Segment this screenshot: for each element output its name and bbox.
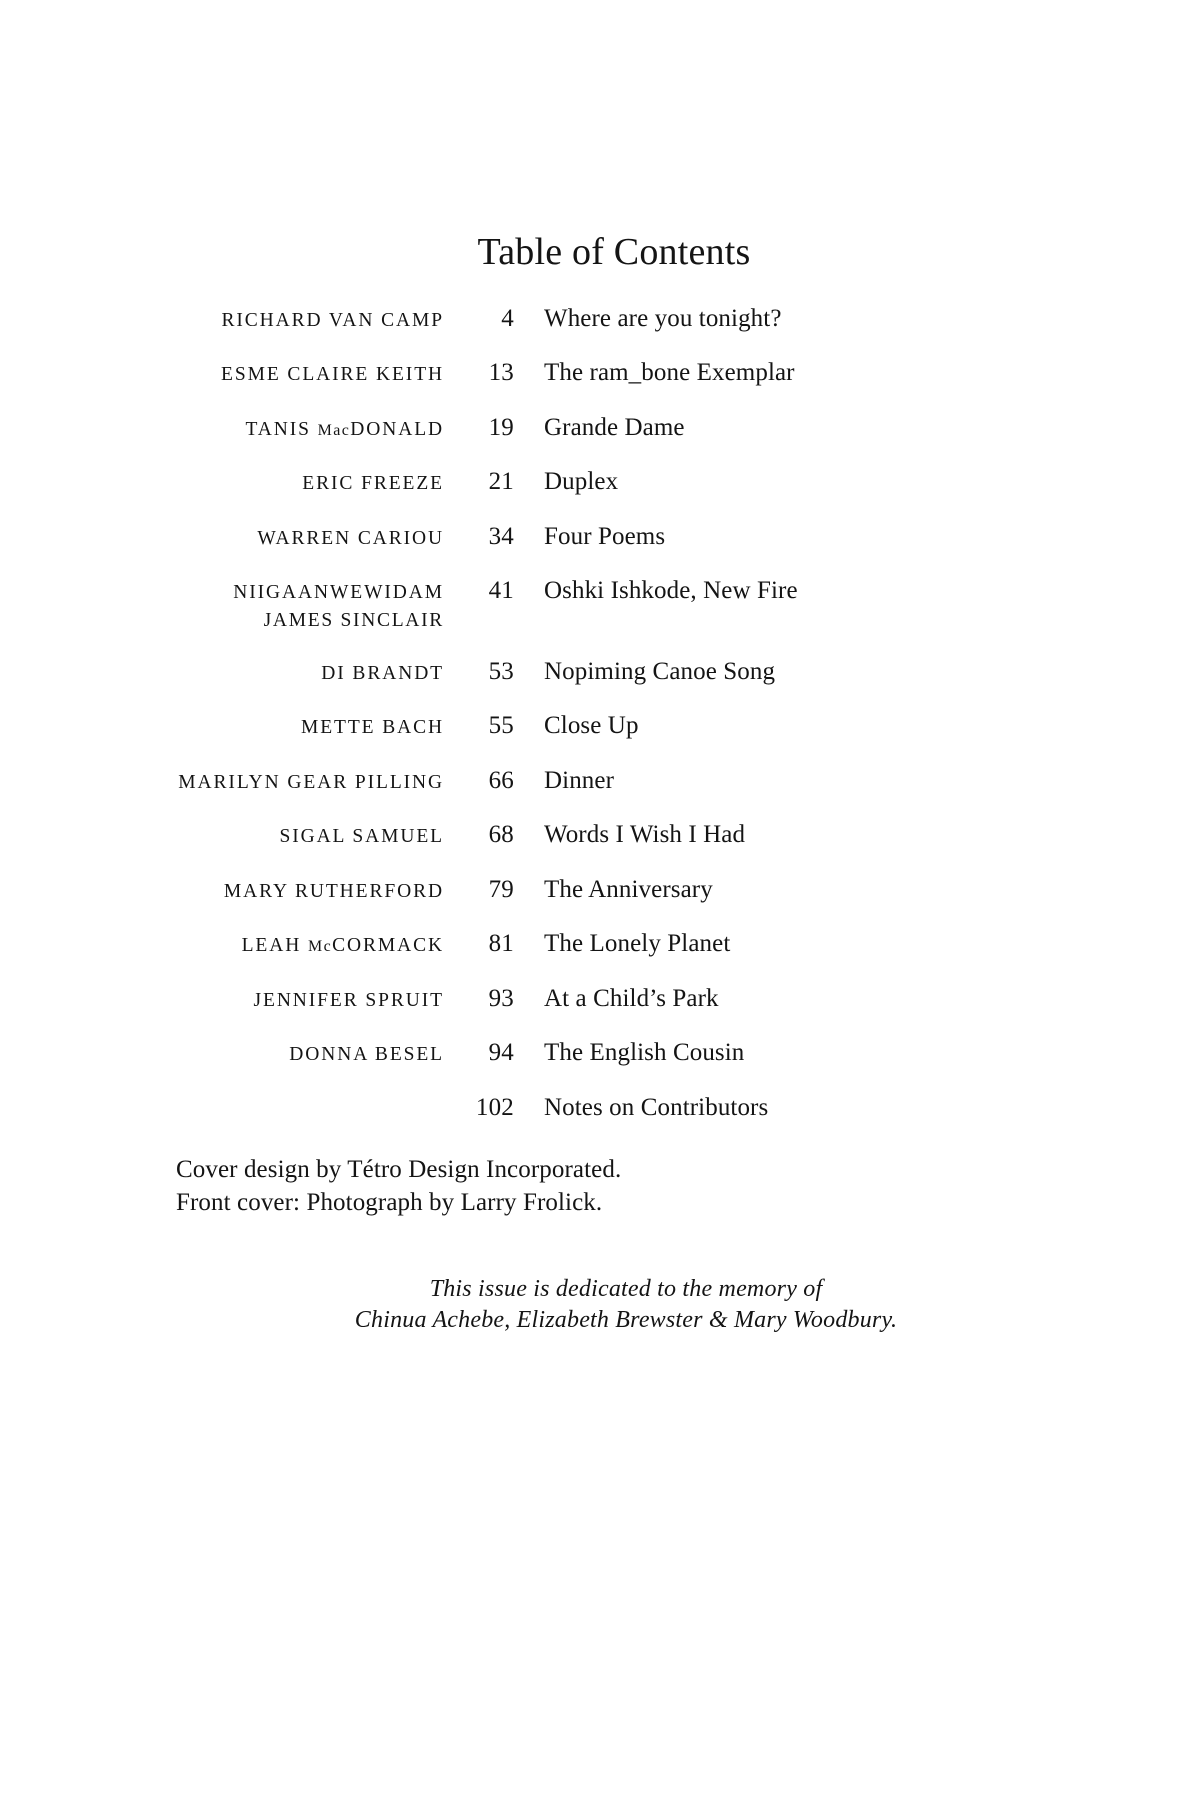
toc-entry-row[interactable]	[176, 796, 1076, 851]
toc-entry-row[interactable]	[176, 742, 1076, 797]
entry-page-number[interactable]: 93	[488, 984, 514, 1012]
toc-entry-table	[176, 304, 1076, 1123]
entry-author: MARY RUTHERFORD	[223, 880, 444, 902]
entry-page-number[interactable]: 55	[488, 712, 514, 740]
entry-title[interactable]: Where are you tonight?	[544, 304, 782, 332]
entry-author: JENNIFER SPRUIT	[253, 989, 444, 1011]
toc-entry-row[interactable]	[176, 851, 1076, 906]
entry-page-number[interactable]: 34	[488, 522, 514, 550]
entry-title[interactable]: Nopiming Canoe Song	[544, 657, 776, 685]
dedication-line-2: Chinua Achebe, Elizabeth Brewster & Mary Woodbury.	[354, 1306, 898, 1333]
entry-title[interactable]: Duplex	[544, 468, 619, 496]
entry-page-number[interactable]: 102	[475, 1093, 514, 1121]
entry-title-spacer	[514, 607, 1076, 633]
entry-page-number[interactable]: 41	[488, 577, 514, 605]
entry-author: LEAH McCORMACK	[241, 935, 444, 957]
entry-author: DI BRANDT	[321, 662, 444, 684]
entry-page-number[interactable]: 94	[488, 1039, 514, 1067]
entry-page-number[interactable]: 66	[488, 766, 514, 794]
entry-page-number[interactable]: 21	[488, 468, 514, 496]
toc-entry-list	[176, 304, 1076, 1123]
entry-page-number[interactable]: 68	[488, 821, 514, 849]
toc-entry-row[interactable]	[176, 687, 1076, 742]
cover-credits	[176, 1153, 1200, 1219]
entry-author: ESME CLAIRE KEITH	[221, 364, 444, 386]
entry-author-line-2: JAMES SINCLAIR	[263, 609, 444, 631]
toc-entry-author-continuation-row	[176, 607, 1076, 633]
toc-entry-row[interactable]	[176, 498, 1076, 553]
entry-author: SIGAL SAMUEL	[279, 826, 444, 848]
entry-title[interactable]: The Anniversary	[544, 875, 713, 903]
entry-page-number[interactable]: 4	[501, 304, 514, 332]
toc-entry-row[interactable]	[176, 334, 1076, 389]
entry-title[interactable]: Close Up	[544, 712, 639, 740]
toc-entry-row[interactable]	[176, 552, 1076, 607]
entry-page-number-spacer	[444, 607, 514, 633]
entry-author: METTE BACH	[300, 717, 444, 739]
toc-entry-row[interactable]	[176, 304, 1076, 335]
entry-author: WARREN CARIOU	[257, 527, 444, 549]
dedication	[176, 1274, 1076, 1335]
page-title: Table of Contents	[477, 231, 751, 273]
dedication-line-1: This issue is dedicated to the memory of	[429, 1276, 823, 1303]
entry-title[interactable]: The ram_bone Exemplar	[544, 359, 795, 387]
entry-page-number[interactable]: 81	[488, 930, 514, 958]
entry-author: NIIGAANWEWIDAM	[233, 582, 444, 604]
entry-title[interactable]: Four Poems	[544, 522, 666, 550]
entry-author: DONNA BESEL	[289, 1044, 444, 1066]
entry-title[interactable]: Grande Dame	[544, 413, 685, 441]
toc-entry-row[interactable]	[176, 633, 1076, 688]
entry-title[interactable]: The English Cousin	[544, 1039, 745, 1067]
entry-author	[176, 1069, 444, 1124]
entry-author: RICHARD VAN CAMP	[221, 309, 444, 331]
entry-title[interactable]: Dinner	[544, 766, 615, 794]
front-cover-photo-credit: Front cover: Photograph by Larry Frolick.	[176, 1189, 603, 1217]
entry-title[interactable]: The Lonely Planet	[544, 930, 731, 958]
entry-title[interactable]: Words I Wish I Had	[544, 821, 746, 849]
entry-title[interactable]: Notes on Contributors	[544, 1093, 769, 1121]
entry-page-number[interactable]: 19	[488, 413, 514, 441]
entry-author: MARILYN GEAR PILLING	[178, 771, 444, 793]
entry-page-number[interactable]: 13	[488, 359, 514, 387]
toc-entry-row[interactable]	[176, 905, 1076, 960]
entry-author: TANIS MacDONALD	[245, 418, 444, 440]
entry-author: ERIC FREEZE	[302, 473, 444, 495]
toc-entry-row[interactable]	[176, 1069, 1076, 1124]
entry-page-number[interactable]: 53	[488, 657, 514, 685]
entry-page-number[interactable]: 79	[488, 875, 514, 903]
toc-entry-row[interactable]	[176, 389, 1076, 444]
entry-title[interactable]: At a Child’s Park	[544, 984, 719, 1012]
entry-title[interactable]: Oshki Ishkode, New Fire	[544, 577, 798, 605]
cover-design-credit: Cover design by Tétro Design Incorporated.	[176, 1156, 622, 1184]
toc-entry-row[interactable]	[176, 1014, 1076, 1069]
toc-entry-row[interactable]	[176, 960, 1076, 1015]
toc-entry-row[interactable]	[176, 443, 1076, 498]
